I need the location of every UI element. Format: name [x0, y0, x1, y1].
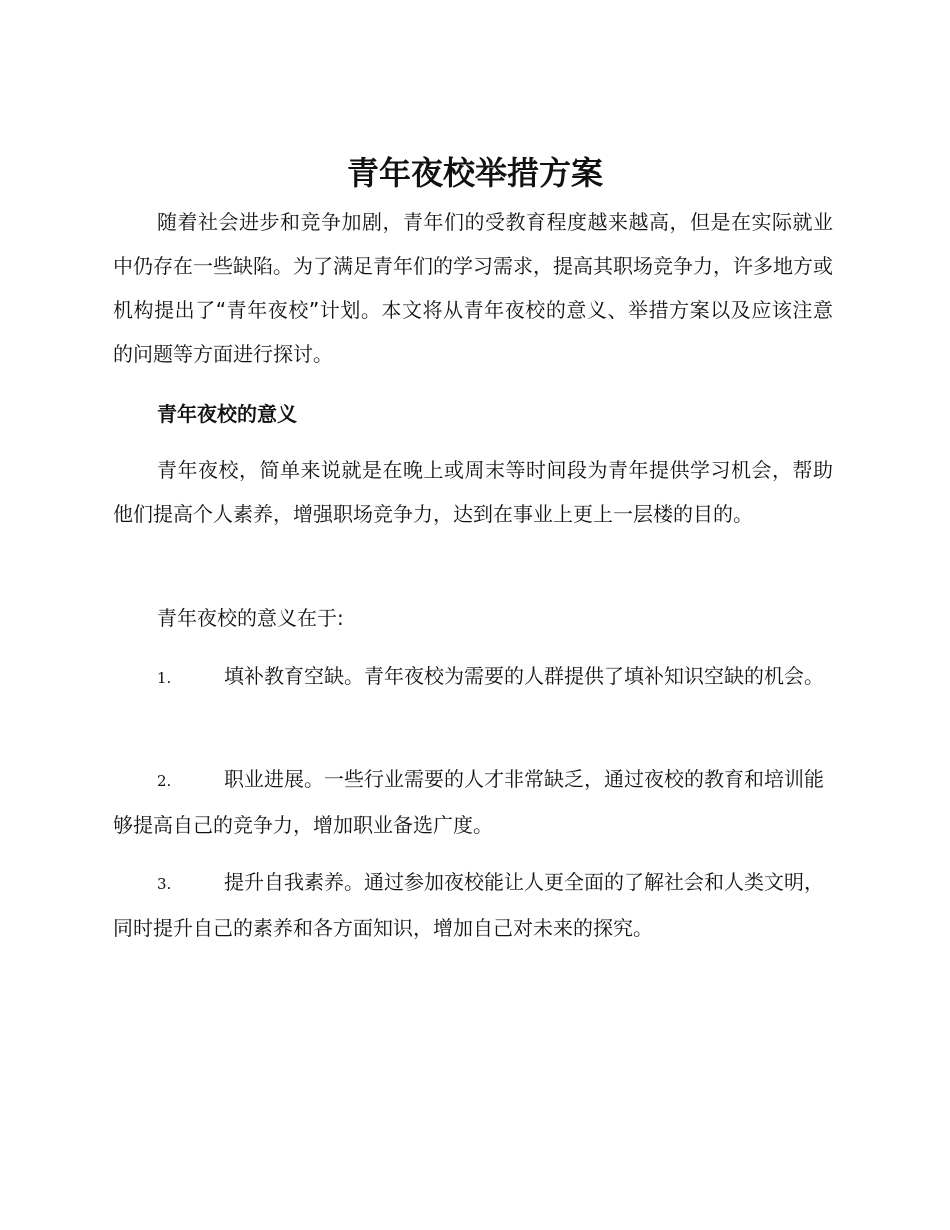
- list-item-text: 提升自我素养。通过参加夜校能让人更全面的了解社会和人类文明，同时提升自己的素养和各方面知识，增加自己对未来的探究。: [113, 870, 824, 940]
- list-item: [113, 654, 833, 700]
- meaning-paragraph: 青年夜校，简单来说就是在晚上或周末等时间段为青年提供学习机会，帮助他们提高个人素养，增强职场竞争力，达到在事业上更上一层楼的目的。: [113, 458, 833, 526]
- section-heading: 青年夜校的意义: [157, 402, 297, 426]
- list-item-text: 填补教育空缺。青年夜校为需要的人群提供了填补知识空缺的机会。: [224, 664, 824, 688]
- list-item-number: 3.: [157, 875, 172, 893]
- list-item-number: 2.: [157, 772, 172, 790]
- intro-paragraph: 随着社会进步和竞争加剧，青年们的受教育程度越来越高，但是在实际就业中仍存在一些缺陷。为了满足青年们的学习需求，提高其职场竞争力，许多地方或机构提出了“青年夜校”计划。本文将从青年夜校的意义、举措方案以及应该注意的问题等方面进行探讨。: [113, 210, 833, 366]
- meaning-lead-paragraph: 青年夜校的意义在于:: [157, 606, 344, 630]
- list-item-number: 1.: [157, 669, 172, 687]
- list-item: [113, 860, 833, 950]
- list-item: [113, 757, 833, 847]
- document-title: 青年夜校举措方案: [346, 154, 603, 192]
- list-item-text: 职业进展。一些行业需要的人才非常缺乏，通过夜校的教育和培训能够提高自己的竞争力，增加职业备选广度。: [113, 767, 824, 837]
